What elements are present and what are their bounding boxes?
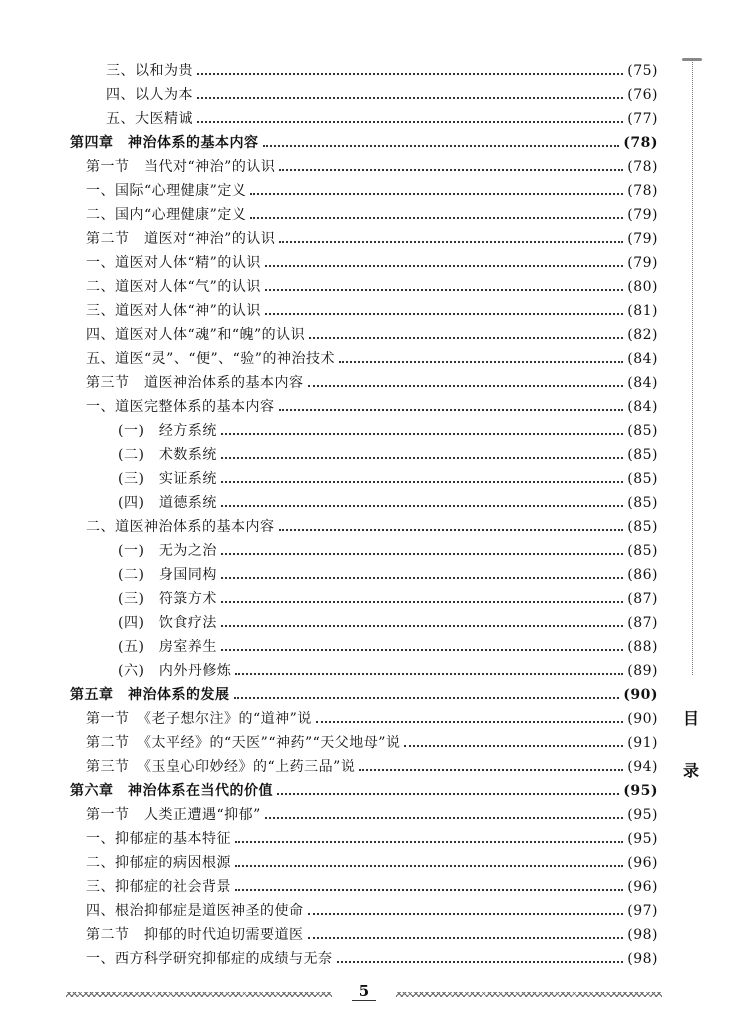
- dot-leader: [250, 216, 623, 219]
- toc-entry-page: (94): [627, 759, 658, 775]
- side-label-lu: 录: [683, 761, 700, 780]
- toc-entry-row: [70, 944, 658, 968]
- toc-entry-title: 三、以和为贵: [106, 63, 193, 79]
- toc-entry-title: 第一节 《老子想尔注》的“道神”说: [86, 711, 312, 727]
- toc-entry-page: (78): [623, 135, 658, 151]
- dot-leader: [316, 720, 623, 723]
- page-footer: [66, 984, 666, 1004]
- toc-entry-page: (87): [627, 615, 658, 631]
- toc-entry-row: [70, 848, 658, 872]
- toc-entry-title: 第六章 神治体系在当代的价值: [70, 783, 273, 799]
- toc-entry-page: (85): [627, 423, 658, 439]
- toc-entry-row: [70, 512, 658, 536]
- toc-entry-title: 一、国际“心理健康”定义: [86, 183, 247, 199]
- toc-entry-row: [70, 488, 658, 512]
- dot-leader: [197, 96, 623, 99]
- toc-entry-title: 五、道医“灵”、“便”、“验”的神治技术: [86, 351, 335, 367]
- toc-entry-row: [70, 800, 658, 824]
- toc-entry-row: [70, 440, 658, 464]
- toc-entry-row: [70, 392, 658, 416]
- dot-leader: [337, 960, 624, 963]
- toc-entry-row: [70, 704, 658, 728]
- dot-leader: [265, 312, 623, 315]
- toc-entry-row: [70, 296, 658, 320]
- toc-entry-title: 一、西方科学研究抑郁症的成绩与无奈: [86, 951, 333, 967]
- dot-leader: [277, 792, 619, 795]
- toc-entry-title: (一) 无为之治: [118, 543, 217, 559]
- dot-leader: [309, 336, 623, 339]
- dot-leader: [308, 384, 624, 387]
- toc-entry-page: (80): [627, 279, 658, 295]
- toc-entry-title: 三、道医对人体“神”的认识: [86, 303, 261, 319]
- toc-entry-page: (82): [627, 327, 658, 343]
- toc-entry-page: (95): [627, 831, 658, 847]
- toc-entry-page: (76): [627, 87, 658, 103]
- toc-entry-title: 第二节 道医对“神治”的认识: [86, 231, 276, 247]
- toc-entry-row: [70, 80, 658, 104]
- toc-entry-page: (89): [627, 663, 658, 679]
- footer-border-right: [396, 992, 662, 997]
- toc-entry-page: (85): [627, 519, 658, 535]
- dot-leader: [234, 696, 620, 699]
- dot-leader: [308, 936, 624, 939]
- toc-entry-row: [70, 608, 658, 632]
- side-label-mu: 目: [683, 709, 700, 728]
- toc-entry-row: [70, 920, 658, 944]
- toc-entry-row: [70, 728, 658, 752]
- toc-entry-row: [70, 872, 658, 896]
- toc-entry-title: (五) 房室养生: [118, 639, 217, 655]
- toc-entry-page: (84): [627, 351, 658, 367]
- toc-entry-title: 第一节 人类正遭遇“抑郁”: [86, 807, 261, 823]
- dot-leader: [404, 744, 623, 747]
- toc-entry-row: [70, 584, 658, 608]
- toc-entry-title: 二、抑郁症的病因根源: [86, 855, 231, 871]
- toc-entry-page: (85): [627, 495, 658, 511]
- dot-leader: [265, 816, 623, 819]
- dot-leader: [235, 840, 623, 843]
- toc-entry-row: [70, 344, 658, 368]
- toc-chapter-row: [70, 776, 658, 800]
- toc-entry-row: [70, 104, 658, 128]
- toc-entry-page: (86): [627, 567, 658, 583]
- dot-leader: [265, 288, 623, 291]
- toc-entry-title: 一、抑郁症的基本特征: [86, 831, 231, 847]
- toc-entry-row: [70, 536, 658, 560]
- dot-leader: [221, 552, 623, 555]
- toc-entry-title: 四、道医对人体“魂”和“魄”的认识: [86, 327, 306, 343]
- toc-entry-page: (79): [627, 231, 658, 247]
- toc-chapter-row: [70, 128, 658, 152]
- dot-leader: [279, 240, 623, 243]
- toc-entry-page: (95): [627, 807, 658, 823]
- toc-entry-title: (三) 实证系统: [118, 471, 217, 487]
- toc-entry-title: 第四章 神治体系的基本内容: [70, 135, 259, 151]
- toc-entry-page: (84): [627, 399, 658, 415]
- dot-leader: [265, 264, 623, 267]
- side-rule: [692, 60, 693, 675]
- toc-entry-row: [70, 200, 658, 224]
- dot-leader: [221, 432, 623, 435]
- toc-entry-page: (90): [627, 711, 658, 727]
- dot-leader: [221, 480, 623, 483]
- toc-entry-page: (81): [627, 303, 658, 319]
- toc-entry-title: 二、道医神治体系的基本内容: [86, 519, 275, 535]
- toc-entry-title: (四) 道德系统: [118, 495, 217, 511]
- toc-entry-row: [70, 224, 658, 248]
- dot-leader: [221, 648, 623, 651]
- toc-entry-row: [70, 248, 658, 272]
- dot-leader: [308, 912, 624, 915]
- dot-leader: [235, 864, 623, 867]
- toc-entry-title: (六) 内外丹修炼: [118, 663, 232, 679]
- toc-entry-page: (98): [627, 951, 658, 967]
- toc-entry-page: (85): [627, 543, 658, 559]
- toc-entry-row: [70, 416, 658, 440]
- toc-entry-title: 第二节 《太平经》的“天医”“神药”“天父地母”说: [86, 735, 401, 751]
- toc-entry-row: [70, 176, 658, 200]
- toc-entry-page: (85): [627, 471, 658, 487]
- toc-entry-title: (二) 身国同构: [118, 567, 217, 583]
- toc-entry-page: (88): [627, 639, 658, 655]
- toc-entry-page: (84): [627, 375, 658, 391]
- toc-entry-page: (75): [627, 63, 658, 79]
- dot-leader: [221, 576, 623, 579]
- page-number: 5: [352, 982, 376, 1001]
- table-of-contents: [70, 56, 658, 968]
- dot-leader: [221, 504, 623, 507]
- toc-entry-page: (96): [627, 855, 658, 871]
- dot-leader: [221, 600, 623, 603]
- toc-entry-page: (96): [627, 879, 658, 895]
- toc-entry-page: (98): [627, 927, 658, 943]
- dot-leader: [359, 768, 623, 771]
- toc-entry-title: 二、国内“心理健康”定义: [86, 207, 247, 223]
- toc-entry-title: 二、道医对人体“气”的认识: [86, 279, 261, 295]
- toc-entry-row: [70, 656, 658, 680]
- dot-leader: [339, 360, 623, 363]
- dot-leader: [221, 456, 623, 459]
- toc-entry-row: [70, 56, 658, 80]
- dot-leader: [263, 144, 620, 147]
- toc-entry-title: 第一节 当代对“神治”的认识: [86, 159, 276, 175]
- toc-entry-title: (一) 经方系统: [118, 423, 217, 439]
- toc-entry-title: 第三节 道医神治体系的基本内容: [86, 375, 304, 391]
- dot-leader: [279, 528, 624, 531]
- dot-leader: [235, 672, 623, 675]
- toc-entry-page: (79): [627, 207, 658, 223]
- toc-entry-title: 一、道医对人体“精”的认识: [86, 255, 261, 271]
- toc-entry-page: (78): [627, 183, 658, 199]
- toc-entry-page: (91): [627, 735, 658, 751]
- toc-entry-title: 三、抑郁症的社会背景: [86, 879, 231, 895]
- toc-entry-row: [70, 632, 658, 656]
- toc-entry-title: 五、大医精诚: [106, 111, 193, 127]
- toc-entry-page: (95): [623, 783, 658, 799]
- toc-entry-title: 一、道医完整体系的基本内容: [86, 399, 275, 415]
- toc-entry-title: 四、以人为本: [106, 87, 193, 103]
- toc-entry-title: 第二节 抑郁的时代迫切需要道医: [86, 927, 304, 943]
- toc-entry-title: 第三节 《玉皇心印妙经》的“上药三品”说: [86, 759, 356, 775]
- toc-entry-page: (77): [627, 111, 658, 127]
- toc-entry-title: (二) 术数系统: [118, 447, 217, 463]
- toc-entry-page: (79): [627, 255, 658, 271]
- toc-entry-title: 第五章 神治体系的发展: [70, 687, 230, 703]
- dot-leader: [197, 72, 623, 75]
- toc-entry-row: [70, 368, 658, 392]
- toc-entry-title: 四、根治抑郁症是道医神圣的使命: [86, 903, 304, 919]
- toc-entry-row: [70, 152, 658, 176]
- toc-entry-row: [70, 464, 658, 488]
- toc-entry-page: (78): [627, 159, 658, 175]
- toc-entry-row: [70, 896, 658, 920]
- dot-leader: [197, 120, 623, 123]
- toc-entry-page: (85): [627, 447, 658, 463]
- toc-entry-row: [70, 752, 658, 776]
- dot-leader: [221, 624, 623, 627]
- footer-border-left: [66, 992, 332, 997]
- toc-entry-row: [70, 560, 658, 584]
- toc-entry-page: (87): [627, 591, 658, 607]
- dot-leader: [279, 408, 624, 411]
- toc-entry-row: [70, 824, 658, 848]
- toc-entry-page: (90): [623, 687, 658, 703]
- dot-leader: [279, 168, 623, 171]
- toc-entry-page: (97): [627, 903, 658, 919]
- toc-entry-row: [70, 272, 658, 296]
- toc-chapter-row: [70, 680, 658, 704]
- toc-entry-row: [70, 320, 658, 344]
- toc-entry-title: (四) 饮食疗法: [118, 615, 217, 631]
- toc-entry-title: (三) 符箓方术: [118, 591, 217, 607]
- dot-leader: [250, 192, 623, 195]
- dot-leader: [235, 888, 623, 891]
